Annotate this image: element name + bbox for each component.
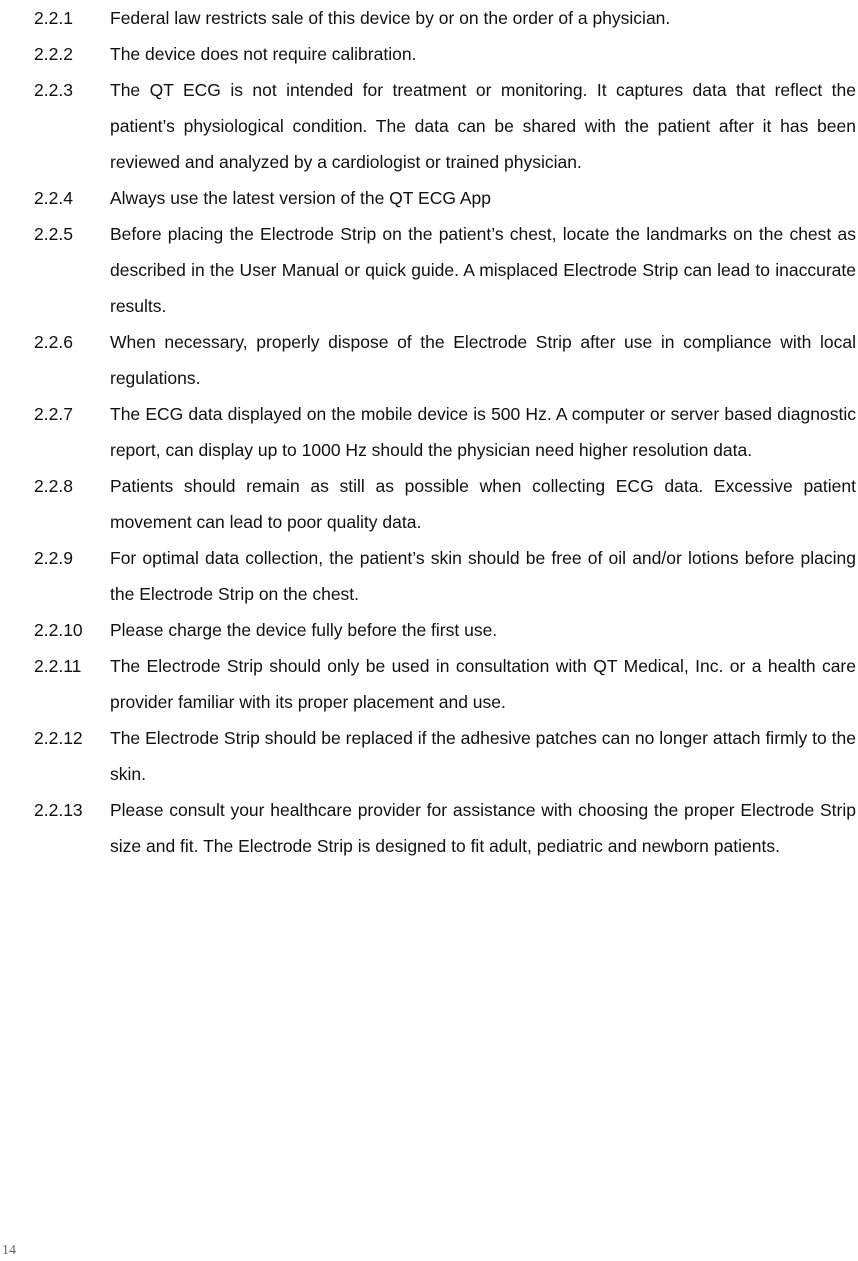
list-item bbox=[0, 36, 858, 72]
list-item bbox=[0, 648, 858, 720]
item-text: Patients should remain as still as possible when collecting ECG data. Excessive patient movement can lead to poor quality data. bbox=[110, 476, 856, 532]
list-item bbox=[0, 540, 858, 612]
list-item bbox=[0, 180, 858, 216]
list-item bbox=[0, 720, 858, 792]
item-text: The Electrode Strip should be replaced if the adhesive patches can no longer attach firmly to the skin. bbox=[110, 728, 856, 784]
item-number: 2.2.7 bbox=[34, 404, 73, 424]
item-text: The ECG data displayed on the mobile device is 500 Hz. A computer or server based diagnostic report, can display up to 1000 Hz should the physician need higher resolution data. bbox=[110, 404, 856, 460]
item-number: 2.2.6 bbox=[34, 332, 73, 352]
page-number: 14 bbox=[2, 1243, 16, 1258]
list-item bbox=[0, 216, 858, 324]
item-number: 2.2.10 bbox=[34, 620, 83, 640]
item-number: 2.2.5 bbox=[34, 224, 73, 244]
list-item bbox=[0, 396, 858, 468]
item-text: Federal law restricts sale of this device by or on the order of a physician. bbox=[110, 8, 671, 28]
item-number: 2.2.11 bbox=[34, 656, 82, 676]
item-text: Please charge the device fully before the first use. bbox=[110, 620, 498, 640]
list-item bbox=[0, 612, 858, 648]
item-text: The device does not require calibration. bbox=[110, 44, 417, 64]
item-number: 2.2.4 bbox=[34, 188, 73, 208]
item-text: The QT ECG is not intended for treatment or monitoring. It captures data that reflect the patient’s physiological condition. The data can be shared with the patient after it has been reviewed and analyzed by a cardiologist or trained physician. bbox=[110, 80, 856, 172]
item-number: 2.2.12 bbox=[34, 728, 83, 748]
item-number: 2.2.13 bbox=[34, 800, 83, 820]
item-number: 2.2.1 bbox=[34, 8, 73, 28]
item-text: For optimal data collection, the patient’s skin should be free of oil and/or lotions before placing the Electrode Strip on the chest. bbox=[110, 548, 856, 604]
item-number: 2.2.3 bbox=[34, 80, 73, 100]
item-text: The Electrode Strip should only be used in consultation with QT Medical, Inc. or a health care provider familiar with its proper placement and use. bbox=[110, 656, 856, 712]
item-text: Always use the latest version of the QT ECG App bbox=[110, 188, 491, 208]
item-number: 2.2.9 bbox=[34, 548, 73, 568]
item-number: 2.2.2 bbox=[34, 44, 73, 64]
item-number: 2.2.8 bbox=[34, 476, 73, 496]
item-text: Please consult your healthcare provider for assistance with choosing the proper Electrode Strip size and fit. The Electrode Strip is designed to fit adult, pediatric and newborn patients. bbox=[110, 800, 856, 856]
item-text: Before placing the Electrode Strip on the patient’s chest, locate the landmarks on the chest as described in the User Manual or quick guide. A misplaced Electrode Strip can lead to inaccurate results. bbox=[110, 224, 856, 316]
list-item bbox=[0, 324, 858, 396]
list-item bbox=[0, 792, 858, 864]
list-item bbox=[0, 0, 858, 36]
list-item bbox=[0, 468, 858, 540]
item-text: When necessary, properly dispose of the Electrode Strip after use in compliance with local regulations. bbox=[110, 332, 856, 388]
list-item bbox=[0, 72, 858, 180]
